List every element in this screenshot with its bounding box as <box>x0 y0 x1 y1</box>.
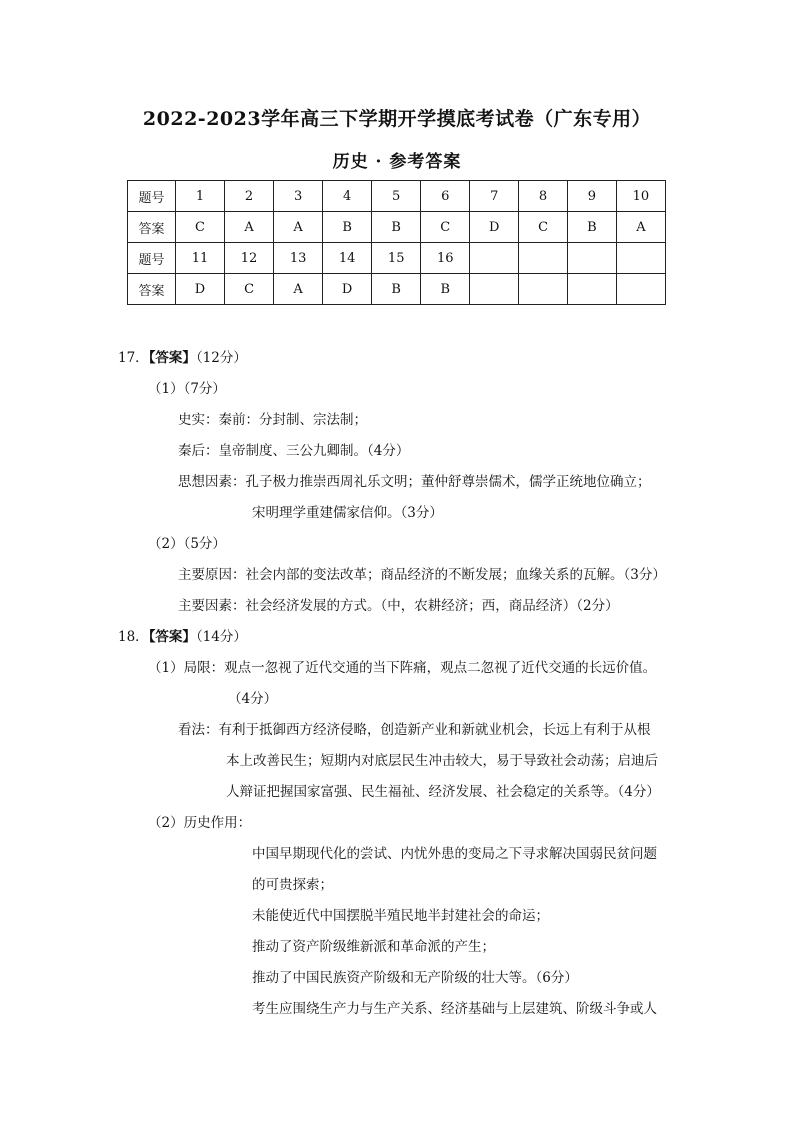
answer-table-cell <box>616 274 665 305</box>
q17-answer-tag: 【答案】 <box>148 350 196 366</box>
q18-part2-line2: 的可贵探索； <box>252 877 333 893</box>
answer-table-cell: C <box>225 274 274 305</box>
answer-table-cell: A <box>225 212 274 243</box>
q18-part1-line3: 看法：有利于抵御西方经济侵略，创造新产业和新就业机会，长远上有利于从根 <box>178 722 651 738</box>
answer-table-cell: 5 <box>372 181 421 212</box>
q18-number: 18． <box>118 629 149 645</box>
q18-part2-heading: （2）历史作用： <box>148 815 252 831</box>
q17-part2-line1: 主要原因：社会内部的变法改革；商品经济的不断发展；血缘关系的瓦解。（3分） <box>178 567 666 583</box>
answer-table-cell: 6 <box>421 181 470 212</box>
q18-header <box>118 622 247 653</box>
q17-part1-line4: 宋明理学重建儒家信仰。（3分） <box>252 505 443 521</box>
answer-table-cell <box>519 243 568 274</box>
q18-part1-line2: （4分） <box>228 691 278 707</box>
answer-table-cell: C <box>175 212 224 243</box>
q18-part1-line4: 本上改善民生；短期内对底层民生冲击较大，易于导致社会动荡；启迪后 <box>226 753 658 769</box>
q17-part1-line3: 思想因素：孔子极力推崇西周礼乐文明；董仲舒尊崇儒术，儒学正统地位确立； <box>178 474 651 490</box>
q17-number: 17． <box>118 350 149 366</box>
answer-table-cell: 9 <box>568 181 617 212</box>
answer-table-cell: C <box>519 212 568 243</box>
answer-table-row-header: 答案 <box>128 274 176 305</box>
q18-part2-line4: 推动了资产阶级维新派和革命派的产生； <box>252 939 495 955</box>
q17-part1-line2: 秦后：皇帝制度、三公九卿制。（4分） <box>178 443 410 459</box>
answer-table-cell: 13 <box>274 243 323 274</box>
answer-table-cell <box>568 243 617 274</box>
q17-score: （12分） <box>195 350 247 366</box>
q18-part2-line6: 考生应围绕生产力与生产关系、经济基础与上层建筑、阶级斗争或人 <box>252 1001 657 1017</box>
answer-table-row <box>128 274 666 305</box>
answer-table-cell: C <box>421 212 470 243</box>
answer-table-cell: D <box>175 274 224 305</box>
answer-table-cell: D <box>470 212 519 243</box>
answer-table-row-header: 题号 <box>128 243 176 274</box>
answer-table-cell: D <box>323 274 372 305</box>
q18-part1-line5: 人辩证把握国家富强、民生福祉、经济发展、社会稳定的关系等。（4分） <box>226 784 660 800</box>
answer-table-cell: A <box>274 212 323 243</box>
q18-part1-line1: （1）局限：观点一忽视了近代交通的当下阵痛，观点二忽视了近代交通的长远价值。 <box>148 660 657 676</box>
answer-table-row-header: 题号 <box>128 181 176 212</box>
answer-table-cell: 11 <box>175 243 224 274</box>
answer-table-cell <box>568 274 617 305</box>
answer-table-cell <box>470 274 519 305</box>
q17-header <box>118 343 247 374</box>
answer-table-cell: 3 <box>274 181 323 212</box>
answer-table-cell: 2 <box>225 181 274 212</box>
q17-part1-heading: （1）（7分） <box>148 381 226 397</box>
q18-answer-tag: 【答案】 <box>148 629 196 645</box>
answer-table-cell: 1 <box>175 181 224 212</box>
answer-table-cell: A <box>274 274 323 305</box>
answer-table-cell: 4 <box>323 181 372 212</box>
answer-table-cell: 15 <box>372 243 421 274</box>
q18-score: （14分） <box>195 629 247 645</box>
answer-table-cell: A <box>616 212 665 243</box>
answer-table-cell <box>616 243 665 274</box>
q17-part1-line1: 史实：秦前：分封制、宗法制； <box>178 412 367 428</box>
answer-table-row <box>128 243 666 274</box>
q18-part2-line3: 未能使近代中国摆脱半殖民地半封建社会的命运； <box>252 908 549 924</box>
q18-part2-line1: 中国早期现代化的尝试、内忧外患的变局之下寻求解决国弱民贫问题 <box>252 846 657 862</box>
answer-table-cell: 8 <box>519 181 568 212</box>
answer-table-cell: 7 <box>470 181 519 212</box>
answer-table-cell <box>519 274 568 305</box>
answer-table-row <box>128 212 666 243</box>
answer-table-row <box>128 181 666 212</box>
q18-part2-line5: 推动了中国民族资产阶级和无产阶级的壮大等。（6分） <box>252 970 578 986</box>
answer-table-cell: 16 <box>421 243 470 274</box>
answer-table-cell: 12 <box>225 243 274 274</box>
answer-table-cell: 14 <box>323 243 372 274</box>
page-title: 2022-2023学年高三下学期开学摸底考试卷（广东专用） <box>142 108 652 130</box>
answer-table-cell: B <box>568 212 617 243</box>
answer-table-cell: B <box>372 212 421 243</box>
q17-part2-line2: 主要因素：社会经济发展的方式。（中，农耕经济；西，商品经济）（2分） <box>178 598 619 614</box>
answer-table-cell: 10 <box>616 181 665 212</box>
q17-part2-heading: （2）（5分） <box>148 536 226 552</box>
answer-table <box>127 180 666 305</box>
page-subtitle: 历史 · 参考答案 <box>332 152 462 172</box>
answer-table-cell: B <box>372 274 421 305</box>
answer-table-row-header: 答案 <box>128 212 176 243</box>
answer-table-cell <box>470 243 519 274</box>
answer-table-cell: B <box>421 274 470 305</box>
answer-table-cell: B <box>323 212 372 243</box>
